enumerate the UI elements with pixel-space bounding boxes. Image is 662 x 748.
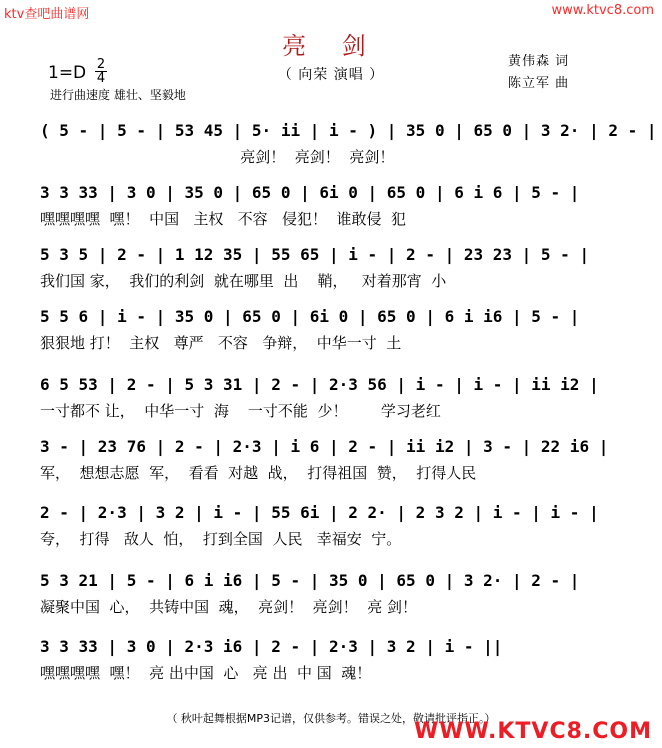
- score-system-1: [40, 118, 657, 180]
- notation-line: 2 - | 2·3 | 3 2 | i - | 55 6i | 2 2· | 2 3 2 | i - | i - |: [40, 503, 599, 522]
- notation-line: 5 3 21 | 5 - | 6 i i6 | 5 - | 35 0 | 65 0 | 3 2· | 2 - |: [40, 571, 580, 590]
- notation-line: 3 3 33 | 3 0 | 35 0 | 65 0 | 6i 0 | 65 0 | 6 i 6 | 5 - |: [40, 183, 580, 202]
- watermark-bottom: WWW.KTVC8.COM: [414, 719, 652, 744]
- time-signature: [95, 58, 107, 85]
- score-system-5: [40, 372, 640, 434]
- tempo-marking: 进行曲速度 雄壮、坚毅地: [50, 88, 186, 102]
- score-system-8: [40, 568, 640, 630]
- lyricist-credit: 黄伟森 词: [508, 54, 570, 69]
- notation-line: 5 3 5 | 2 - | 1 12 35 | 55 65 | i - | 2 - | 23 23 | 5 - |: [40, 245, 590, 264]
- lyric-line: 夸， 打得 敌人 怕， 打到全国 人民 幸福安 宁。: [40, 530, 402, 548]
- lyric-line: 嘿嘿嘿嘿 嘿！ 中国 主权 不容 侵犯！ 谁敢侵 犯: [40, 210, 407, 228]
- lyric-line: 亮剑！ 亮剑！ 亮剑！: [40, 148, 395, 166]
- watermark-top-left: ktv查吧曲谱网: [4, 7, 90, 22]
- notation-line: ( 5 - | 5 - | 53 45 | 5· ii | i - ) | 35 0 | 65 0 | 3 2· | 2 - |: [40, 121, 657, 140]
- score-system-9: [40, 634, 640, 696]
- notation-line: 3 - | 23 76 | 2 - | 2·3 | i 6 | 2 - | ii i2 | 3 - | 22 i6 |: [40, 437, 609, 456]
- notation-line: 5 5 6 | i - | 35 0 | 65 0 | 6i 0 | 65 0 | 6 i i6 | 5 - |: [40, 307, 580, 326]
- score-system-6: [40, 434, 640, 496]
- lyric-line: 凝聚中国 心， 共铸中国 魂， 亮剑！ 亮剑！ 亮 剑！: [40, 598, 417, 616]
- song-title: 亮 剑: [282, 32, 380, 60]
- lyric-line: 狠狠地 打！ 主权 尊严 不容 争辩， 中华一寸 土: [40, 334, 402, 352]
- lyric-line: 我们国 家， 我们的利剑 就在哪里 出 鞘， 对着那宵 小: [40, 272, 447, 290]
- footnote: （ 秋叶起舞根据MP3记谱，仅供参考。错误之处，敬请批评指正。）: [166, 712, 496, 725]
- notation-line: 6 5 53 | 2 - | 5 3 31 | 2 - | 2·3 56 | i - | i - | ii i2 |: [40, 375, 599, 394]
- watermark-top-right: www.ktvc8.com: [551, 3, 654, 18]
- notation-line: 3 3 33 | 3 0 | 2·3 i6 | 2 - | 2·3 | 3 2 | i - ||: [40, 637, 503, 656]
- score-system-2: [40, 180, 640, 242]
- score-system-4: [40, 304, 640, 366]
- score-system-3: [40, 242, 640, 304]
- time-denominator: 4: [96, 71, 106, 86]
- singer-line: （ 向荣 演唱 ）: [277, 67, 385, 83]
- lyric-line: 一寸都不 让， 中华一寸 海 一寸不能 少！ 学习老红: [40, 402, 441, 420]
- lyric-line: 军， 想想志愿 军， 看看 对越 战， 打得祖国 赞， 打得人民: [40, 464, 477, 482]
- score-system-7: [40, 500, 640, 562]
- key-signature: 1=D: [48, 63, 87, 83]
- composer-credit: 陈立军 曲: [508, 76, 570, 91]
- lyric-line: 嘿嘿嘿嘿 嘿！ 亮 出中国 心 亮 出 中 国 魂！: [40, 664, 372, 682]
- time-numerator: 2: [96, 57, 106, 72]
